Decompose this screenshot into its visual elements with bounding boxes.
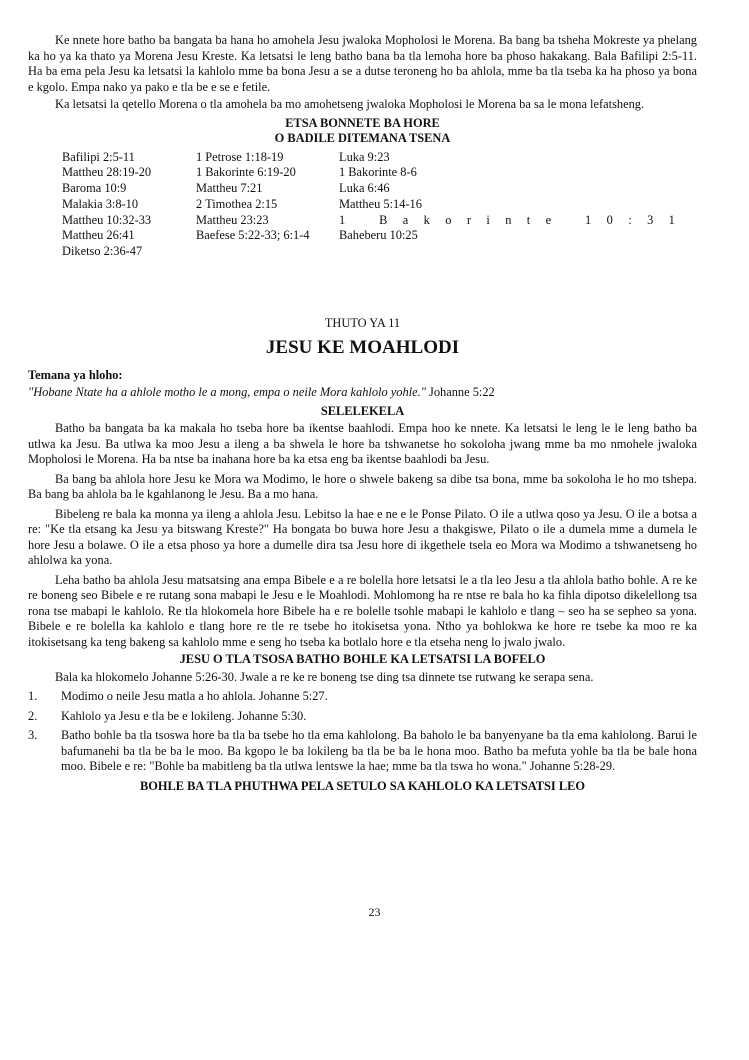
verse-reference-table (62, 150, 697, 261)
list-text: Batho bohle ba tla tsoswa hore ba tla ba tsebe ho tla ema kahlolong. Ba baholo le ba banyenyane ba tla ema kahlolong. Barui le bafumanehi ba tla be ba le moo. Ba kgopo le ba lokileng ba tla be ba le hona moo. Batho ba mefuta yohle ba tla be bale hona moo. Bibele e re: "Bohle ba mabitleng ba tla utlwa lentswe la hae; mme ba tla tswa ho wona." Johanne 5:28-29. (61, 728, 697, 774)
page-number: 23 (368, 905, 381, 919)
theme-label (28, 368, 697, 384)
verse-reference: Luka 6:46 (339, 181, 390, 196)
table-row (62, 197, 697, 213)
lesson-number: THUTO YA 11 (324, 316, 401, 331)
verses-heading: O BADILE DITEMANA TSENA (274, 131, 451, 145)
list-text: Modimo o neile Jesu matla a ho ahlola. Johanne 5:27. (61, 689, 328, 704)
verse-reference: 1 Petrose 1:18-19 (196, 149, 284, 164)
theme-label-text: Temana ya hloho: (28, 367, 123, 382)
body-paragraph: Ba bang ba ahlola hore Jesu ke Mora wa Modimo, le hore o shwele bakeng sa dibe tsa bona, mme ba sokoloha le ho mo tshepa. Ba bang ba ahlola ba le kgahlanong le Jesu. Ba a mo hana. (28, 471, 697, 502)
table-row (62, 213, 697, 229)
section-heading-judgment-seat: BOHLE BA TLA PHUTHWA PELA SETULO SA KAHLOLO KA LETSATSI LEO (139, 778, 586, 793)
verse-reference: Baheberu 10:25 (339, 228, 418, 243)
verse-reference: Malakia 3:8-10 (62, 196, 139, 211)
table-row (62, 181, 697, 197)
table-row (62, 244, 697, 260)
verse-reference: Baroma 10:9 (62, 181, 127, 196)
section-intro: Bala ka hlokomelo Johanne 5:26-30. Jwale a re ke re boneng tse ding tsa dinnete tse rutwang ke serapa sena. (55, 669, 594, 684)
list-item (28, 689, 697, 705)
body-paragraph: Batho ba bangata ba ka makala ho tseba hore ba ikentse baahlodi. Empa hoo ke nnete. Ka letsatsi le leng le le leng batho ba utlwa ka Jesu. Ba utlwa ka moo Jesu a ileng a ba shwela le hore ba tshwanetse ho sokoloha jwang mme ba mo nmohele jwaloka Mopholosi le Morena. Ha ba ntse ba inahana hore ba ka etsa eng ba ikentse baahlodi ba Jesu. (28, 421, 697, 467)
list-item (28, 728, 697, 775)
table-row (62, 165, 697, 181)
verse-reference (339, 244, 697, 260)
verse-reference: Mattheu 7:21 (196, 181, 263, 196)
list-text: Kahlolo ya Jesu e tla be e lokileng. Johanne 5:30. (61, 708, 307, 723)
verse-reference: 2 Timothea 2:15 (196, 196, 278, 211)
section-heading-resurrection: JESU O TLA TSOSA BATHO BOHLE KA LETSATSI LA BOFELO (179, 652, 546, 667)
verse-reference: Luka 9:23 (339, 149, 390, 164)
verse-reference: Bafilipi 2:5-11 (62, 149, 135, 164)
verse-reference: Mattheu 5:14-16 (339, 196, 422, 211)
body-paragraph: Bibeleng re bala ka monna ya ileng a ahlola Jesu. Lebitso la hae e ne e le Ponse Pilato. O ile a utlwa qoso ya Jesu. O ile a botsa a re: "Ke tla etsang ka Jesu ya bitswang Kreste?" Ha bongata bo buwa hore Jesu a thakgiswe, Pilato o ile a dumela mme a dumela le hore Jesu a bolawe. O ile a etsa phoso ya hore a dumelle dira tsa Jesu hore di ikgethele tsela eo Mora wa Modimo a tshwanetseng ho ahlolwa ka yona. (28, 506, 697, 568)
table-row (62, 150, 697, 166)
list-item (28, 709, 697, 725)
body-paragraph: Leha batho ba ahlola Jesu matsatsing ana empa Bibele e a re bolella hore letsatsi le a tla leo Jesu a tla ahlola batho bohle. A re ke re boneng seo Bibele e re rutang sona mabapi le Jesu e le Moahlodi. Mohlomong ha re ntse re bala ho ka fihla dipotso dikelellong tsa rona tse mabapi le kahlolo. Re tla hlokomela hore Bibele ha e re bolelle tsohle mabapi le kahlolo e tlang – seo ha se sepheo sa yona. Bibele e re bolella ka kahlolo e tlang hore re tle re tsebe ho itokisetsa yona. Ntho ya bohlokwa ke hore re tsebe ka moo re ka itokisetsang ka teng bakeng sa kahlolo mme e seng ho tseba ka botlalo hore e tla etseha neng lo jwalo jwalo. (28, 572, 697, 649)
list-number: 2. (28, 708, 38, 723)
verse-reference: 1 Bakorinte 10:31 (339, 212, 691, 227)
theme-quote: "Hobane Ntate ha a ahlole motho le a mong, empa o neile Mora kahlolo yohle." (28, 385, 426, 400)
verse-reference: Mattheu 23:23 (196, 212, 269, 227)
verse-reference: Mattheu 26:41 (62, 228, 135, 243)
verse-reference: Baefese 5:22-33; 6:1-4 (196, 228, 310, 243)
table-row (62, 228, 697, 244)
intro-paragraph: Ke nnete hore batho ba bangata ba hana ho amohela Jesu jwaloka Mopholosi le Morena. Ba bang ba tsheha Mokreste ya phelang ka ho ya ka thato ya Morena Jesu Kreste. Ka letsatsi le leng batho bana ba tla lemoha hore ba phoso hakakang. Bala Bafilipi 2:5-11. Ha ba ema pela Jesu ka letsatsi la kahlolo mme ba bona Jesu a se a dutse teroneng ho ba ahlola, mme ba tla tseba ka ha phoso ya bona e kgolo. Empa nako ya pako e tla be e se e fetile. (28, 33, 697, 94)
verse-reference: 1 Bakorinte 6:19-20 (196, 165, 296, 180)
list-number: 3. (28, 728, 38, 743)
theme-reference: Johanne 5:22 (425, 385, 495, 400)
verse-reference: Diketso 2:36-47 (62, 244, 143, 259)
list-number: 1. (28, 689, 38, 704)
document-page (28, 33, 697, 794)
theme-verse (28, 385, 697, 401)
intro-paragraph: Ka letsatsi la qetello Morena o tla amohela ba mo amohetseng jwaloka Mopholosi le Morena ba sa le mona lefatsheng. (55, 97, 645, 111)
verses-heading: ETSA BONNETE BA HORE (285, 115, 440, 130)
verse-reference: Mattheu 28:19-20 (62, 165, 152, 180)
verse-reference: 1 Bakorinte 8-6 (339, 165, 417, 180)
verse-reference (196, 244, 339, 260)
verse-reference: Mattheu 10:32-33 (62, 212, 152, 227)
lesson-title: JESU KE MOAHLODI (265, 336, 460, 358)
numbered-list (28, 689, 697, 775)
section-heading-intro: SELELEKELA (320, 403, 405, 418)
